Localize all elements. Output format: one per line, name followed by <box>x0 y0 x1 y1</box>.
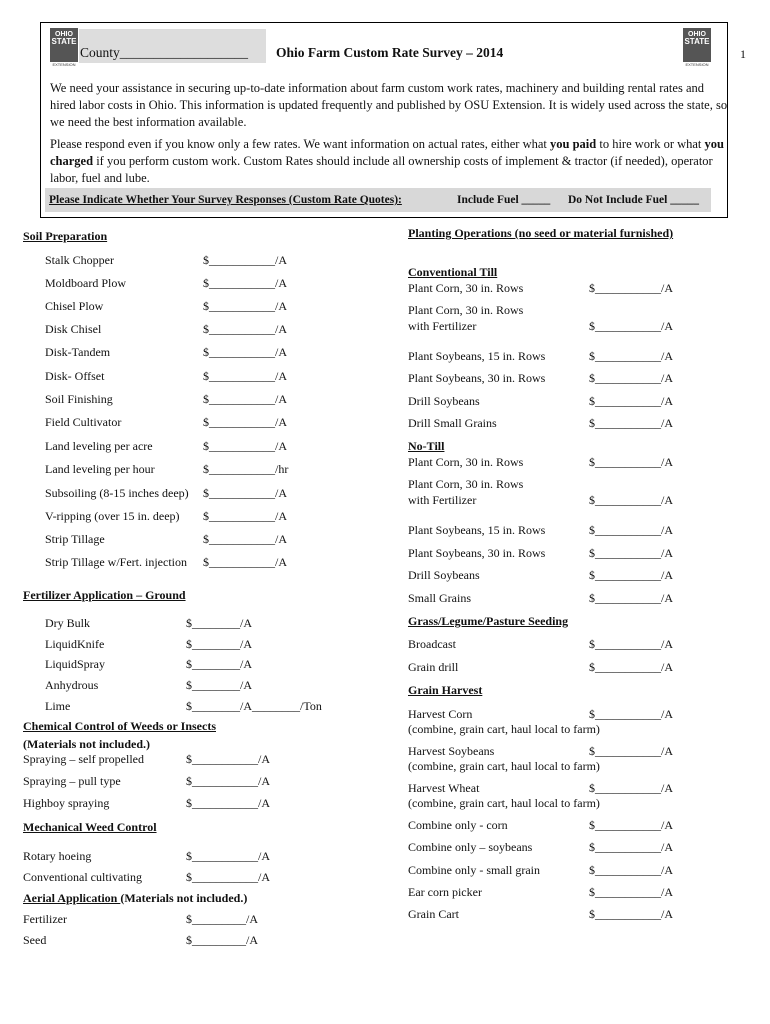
list-item-label: Plant Corn, 30 in. Rows <box>408 281 524 295</box>
list-item-label: Plant Soybeans, 30 in. Rows <box>408 546 546 560</box>
list-item-label: Rotary hoeing <box>23 849 92 863</box>
list-item-note: (combine, grain cart, haul local to farm) <box>408 796 600 810</box>
list-item-label: Broadcast <box>408 637 456 651</box>
rate-field[interactable]: $___________/A <box>186 849 270 863</box>
list-item-label: Grain Cart <box>408 907 459 921</box>
rate-field[interactable]: $___________/A <box>589 818 673 832</box>
list-item-label: Plant Soybeans, 30 in. Rows <box>408 371 546 385</box>
rate-field[interactable]: $___________/A <box>203 439 287 453</box>
rate-field[interactable]: $________/A <box>186 637 252 651</box>
list-item-note: (combine, grain cart, haul local to farm) <box>408 722 600 736</box>
rate-field[interactable]: $___________/A <box>589 349 673 363</box>
list-item-label: Chisel Plow <box>45 299 104 313</box>
list-item-label: Drill Small Grains <box>408 416 497 430</box>
rate-field[interactable]: $___________/A <box>203 253 287 267</box>
list-item-label: Lime <box>45 699 71 713</box>
rate-field[interactable]: $___________/A <box>203 509 287 523</box>
list-item-label: Harvest Corn <box>408 707 473 721</box>
rate-field[interactable]: $___________/A <box>589 523 673 537</box>
list-item-label: Fertilizer <box>23 912 67 926</box>
rate-field[interactable]: $________/A <box>186 657 252 671</box>
rate-field[interactable]: $___________/A <box>589 371 673 385</box>
rate-field[interactable]: $___________/A <box>589 591 673 605</box>
rate-field[interactable]: $___________/A <box>589 744 673 758</box>
list-item-label: Strip Tillage w/Fert. injection <box>45 555 188 569</box>
rate-field[interactable]: $___________/A <box>589 546 673 560</box>
list-item-label: Ear corn picker <box>408 885 482 899</box>
rate-field[interactable]: $___________/A <box>589 781 673 795</box>
grain-harvest-heading: Grain Harvest <box>408 683 483 697</box>
rate-field[interactable]: $_________/A <box>186 933 258 947</box>
list-item-label-continued: with Fertilizer <box>408 319 477 333</box>
aerial-application-heading: Aerial Application (Materials not included.) <box>23 891 248 905</box>
list-item-label: Drill Soybeans <box>408 394 480 408</box>
rate-field[interactable]: $___________/A <box>589 863 673 877</box>
list-item-label: Plant Corn, 30 in. Rows <box>408 477 524 491</box>
mechanical-weed-heading: Mechanical Weed Control <box>23 820 157 834</box>
rate-field[interactable]: $___________/A <box>589 660 673 674</box>
list-item-label: Conventional cultivating <box>23 870 142 884</box>
list-item-label: Moldboard Plow <box>45 276 126 290</box>
rate-field[interactable]: $___________/A <box>203 392 287 406</box>
intro-paragraph-1: We need your assistance in securing up-to-date information about farm custom work rates, machinery and building rental rates and hired labor costs in Ohio. This information is updated frequently and published by OSU Extension. It is widely used across the state, so we need the best information available. <box>50 81 728 129</box>
fertilizer-heading: Fertilizer Application – Ground <box>23 588 186 602</box>
list-item-label: Harvest Wheat <box>408 781 480 795</box>
no-till-heading: No-Till <box>408 439 445 453</box>
rate-field[interactable]: $___________/A <box>589 493 673 507</box>
rate-field[interactable]: $___________/A <box>589 840 673 854</box>
planting-operations-heading: Planting Operations (no seed or material furnished) <box>408 226 674 240</box>
conventional-till-heading: Conventional Till <box>408 265 498 279</box>
rate-field[interactable]: $___________/A <box>203 486 287 500</box>
rate-field[interactable]: $___________/A <box>589 568 673 582</box>
rate-field[interactable]: $___________/A <box>589 394 673 408</box>
rate-field[interactable]: $___________/A <box>203 369 287 383</box>
list-item-label: Land leveling per hour <box>45 462 155 476</box>
rate-field[interactable]: $___________/A <box>203 532 287 546</box>
list-item-label: Land leveling per acre <box>45 439 153 453</box>
rate-field[interactable]: $___________/A <box>186 752 270 766</box>
list-item-note: (combine, grain cart, haul local to farm) <box>408 759 600 773</box>
list-item-label: Harvest Soybeans <box>408 744 495 758</box>
list-item-label: Strip Tillage <box>45 532 105 546</box>
list-item-label: Small Grains <box>408 591 471 605</box>
list-item-label: Anhydrous <box>45 678 99 692</box>
rate-field[interactable]: $___________/A <box>203 415 287 429</box>
rate-field[interactable]: $___________/A <box>203 299 287 313</box>
page-title: Ohio Farm Custom Rate Survey – 2014 <box>276 45 504 60</box>
chemical-control-note: (Materials not included.) <box>23 737 150 751</box>
rate-field[interactable]: $___________/A <box>589 707 673 721</box>
rate-field[interactable]: $___________/A <box>203 345 287 359</box>
rate-field[interactable]: $___________/A <box>589 455 673 469</box>
list-item-label: Combine only – soybeans <box>408 840 533 854</box>
list-item-label: Soil Finishing <box>45 392 113 406</box>
list-item-label: Highboy spraying <box>23 796 110 810</box>
list-item-label: Seed <box>23 933 47 947</box>
rate-field[interactable]: $___________/A <box>589 885 673 899</box>
chemical-control-heading: Chemical Control of Weeds or Insects <box>23 719 216 733</box>
county-label: County___________________ <box>80 45 249 60</box>
list-item-label: Disk-Tandem <box>45 345 111 359</box>
list-item-label: Plant Soybeans, 15 in. Rows <box>408 523 546 537</box>
list-item-label: Stalk Chopper <box>45 253 114 267</box>
grass-seeding-heading: Grass/Legume/Pasture Seeding <box>408 614 569 628</box>
page-number: 1 <box>740 47 746 61</box>
rate-field[interactable]: $___________/A <box>203 555 287 569</box>
rate-field[interactable]: $_________/A <box>186 912 258 926</box>
list-item-label: Spraying – self propelled <box>23 752 144 766</box>
rate-field[interactable]: $___________/A <box>203 276 287 290</box>
list-item-label: Spraying – pull type <box>23 774 121 788</box>
soil-preparation-heading: Soil Preparation <box>23 229 108 243</box>
rate-field[interactable]: $___________/A <box>589 637 673 651</box>
list-item-label: Combine only - small grain <box>408 863 540 877</box>
rate-field[interactable]: $________/A <box>186 678 252 692</box>
rate-field[interactable]: $___________/A <box>186 774 270 788</box>
list-item-label: Plant Soybeans, 15 in. Rows <box>408 349 546 363</box>
rate-field[interactable]: $___________/A <box>186 796 270 810</box>
list-item-label-continued: with Fertilizer <box>408 493 477 507</box>
list-item-label: Drill Soybeans <box>408 568 480 582</box>
rate-field[interactable]: $________/A <box>186 616 252 630</box>
rate-field[interactable]: $___________/A <box>186 870 270 884</box>
fuel-indicator-prompt: Please Indicate Whether Your Survey Responses (Custom Rate Quotes): <box>49 194 402 206</box>
rate-field[interactable]: $___________/A <box>203 322 287 336</box>
rate-field[interactable]: $___________/A <box>589 319 673 333</box>
list-item-label: LiquidKnife <box>45 637 105 651</box>
list-item-label: Plant Corn, 30 in. Rows <box>408 455 524 469</box>
list-item-label: V-ripping (over 15 in. deep) <box>45 509 180 523</box>
rate-field[interactable]: $___________/A <box>589 907 673 921</box>
include-fuel-field[interactable]: Include Fuel _____ <box>457 194 551 206</box>
list-item-label: LiquidSpray <box>45 657 105 671</box>
list-item-label: Disk- Offset <box>45 369 105 383</box>
rate-field[interactable]: $___________/A <box>589 416 673 430</box>
list-item-label: Dry Bulk <box>45 616 90 630</box>
list-item-label: Plant Corn, 30 in. Rows <box>408 303 524 317</box>
osu-extension-logo-right: OHIO STATE EXTENSION <box>683 28 711 62</box>
list-item-label: Subsoiling (8-15 inches deep) <box>45 486 189 500</box>
list-item-label: Grain drill <box>408 660 459 674</box>
intro-paragraph-2: Please respond even if you know only a few rates. We want information on actual rates, either what you paid to hire work or what you charged if you perform custom work. Custom Rates should include all ownership costs of implement & tractor (if needed), operator labor, fuel and lube. <box>50 137 724 185</box>
rate-field[interactable]: $___________/hr <box>203 462 289 476</box>
list-item-label: Disk Chisel <box>45 322 102 336</box>
list-item-label: Combine only - corn <box>408 818 508 832</box>
rate-field[interactable]: $________/A________/Ton <box>186 699 322 713</box>
osu-extension-logo-left: OHIO STATE EXTENSION <box>50 28 78 62</box>
no-fuel-field[interactable]: Do Not Include Fuel _____ <box>568 194 699 206</box>
rate-field[interactable]: $___________/A <box>589 281 673 295</box>
list-item-label: Field Cultivator <box>45 415 122 429</box>
